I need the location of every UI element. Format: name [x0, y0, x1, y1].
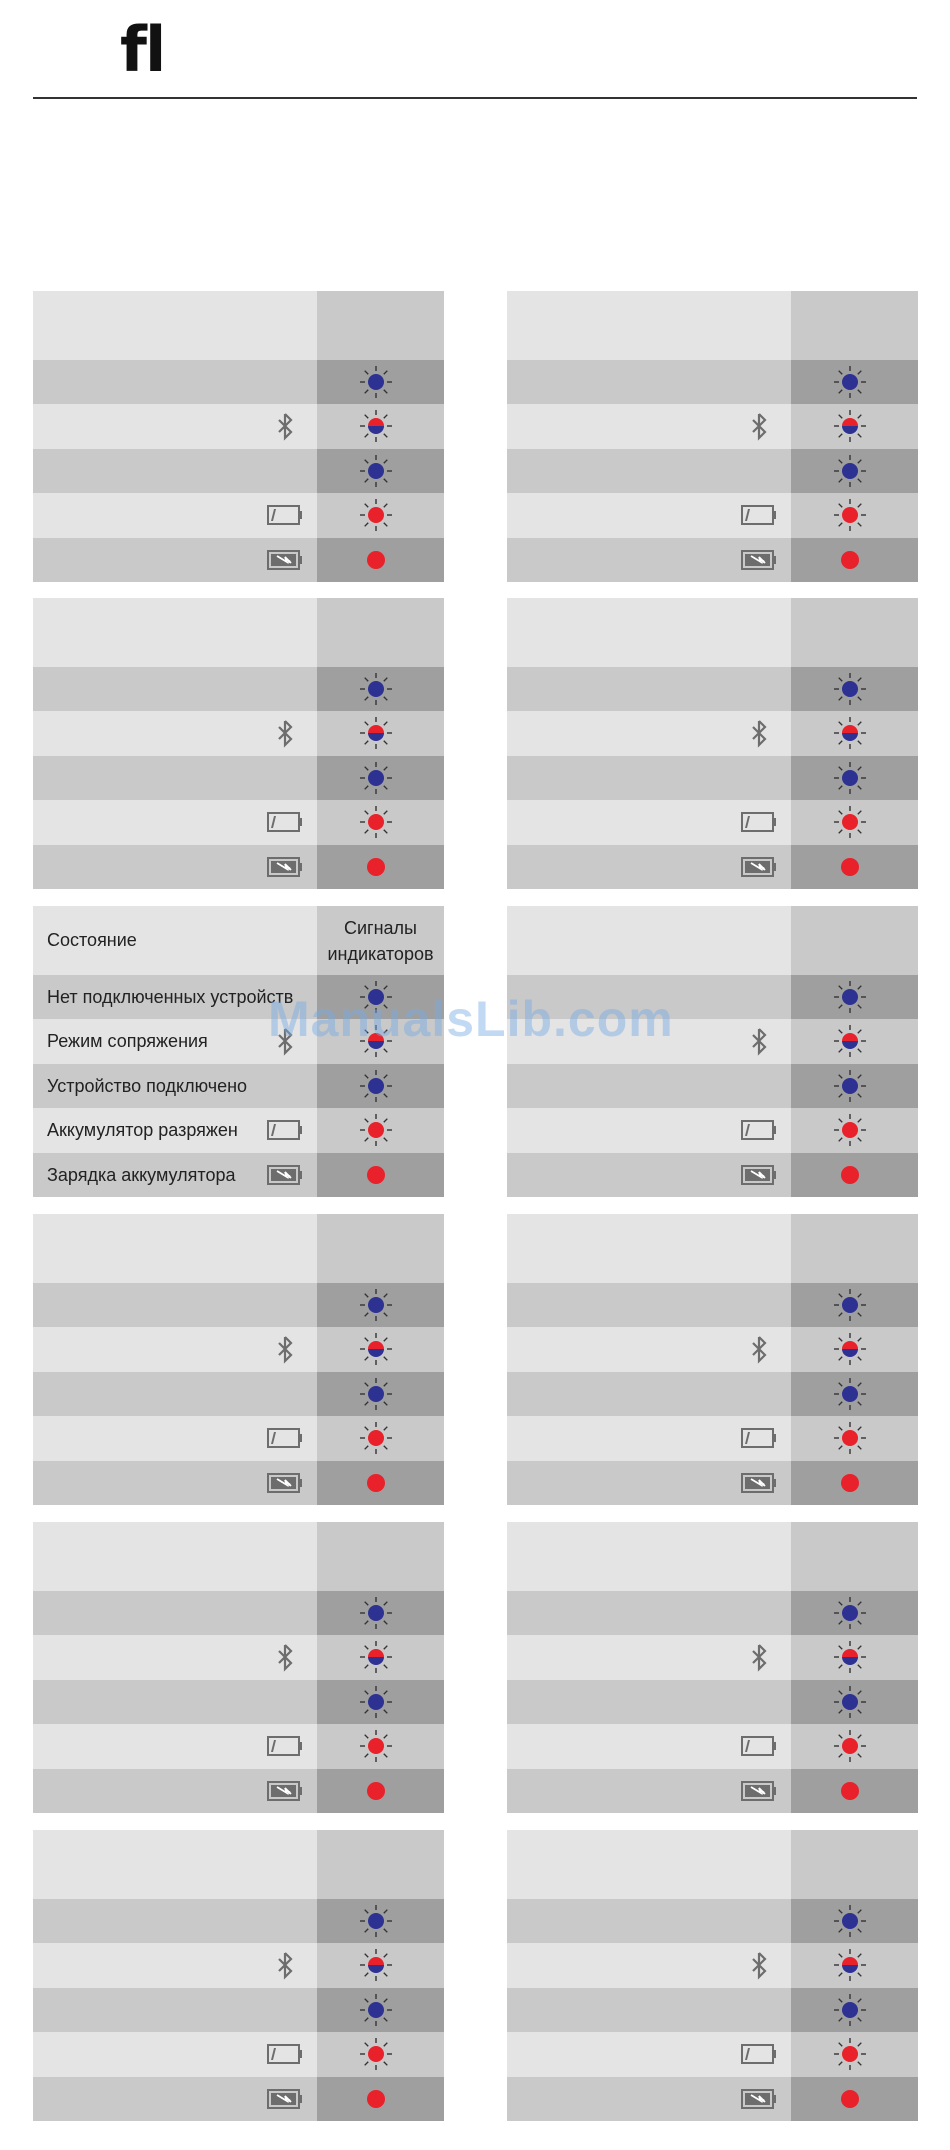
state-cell	[507, 756, 791, 800]
table-row	[33, 1943, 444, 1987]
led-pairing-icon	[833, 409, 867, 443]
battery-charging-icon	[265, 852, 305, 882]
led-table	[33, 1214, 444, 1505]
table-row	[507, 1416, 918, 1460]
state-label: Зарядка аккумулятора	[47, 1164, 236, 1185]
table-row	[507, 1283, 918, 1327]
led-charging-icon	[359, 1158, 393, 1192]
header-state-cell	[507, 291, 791, 360]
led-table	[33, 1522, 444, 1813]
header-state-cell	[33, 1522, 317, 1591]
battery-charging-icon	[739, 852, 779, 882]
table-row	[507, 1635, 918, 1679]
table-row	[33, 493, 444, 537]
table-header	[33, 1830, 444, 1899]
table-row	[33, 756, 444, 800]
state-cell	[33, 449, 317, 493]
led-table	[507, 1522, 918, 1813]
bluetooth-icon	[265, 1950, 305, 1980]
table-row	[33, 1680, 444, 1724]
table-row	[33, 1591, 444, 1635]
header-state-cell	[507, 1522, 791, 1591]
table-row	[33, 845, 444, 889]
table-row	[33, 360, 444, 404]
led-pairing-icon	[359, 409, 393, 443]
led-battery-low-icon	[833, 1113, 867, 1147]
state-cell	[507, 1899, 791, 1943]
led-pairing-icon	[359, 1640, 393, 1674]
header-state-cell	[507, 1830, 791, 1899]
led-no-devices-icon	[359, 1288, 393, 1322]
led-no-devices-icon	[833, 672, 867, 706]
battery-charging-icon	[265, 2084, 305, 2114]
led-no-devices-icon	[833, 980, 867, 1014]
led-no-devices-icon	[833, 1596, 867, 1630]
battery-charging-icon	[265, 1776, 305, 1806]
bluetooth-icon	[739, 1950, 779, 1980]
led-connected-icon	[359, 1069, 393, 1103]
battery-empty-icon	[265, 807, 305, 837]
battery-empty-icon	[265, 1115, 305, 1145]
table-header	[33, 1522, 444, 1591]
led-pairing-icon	[833, 1640, 867, 1674]
header-state-cell	[33, 1214, 317, 1283]
state-cell	[507, 1988, 791, 2032]
table-row	[507, 1591, 918, 1635]
table-row	[507, 538, 918, 582]
header-signal-cell	[317, 1214, 444, 1283]
bluetooth-icon	[739, 411, 779, 441]
led-connected-icon	[359, 761, 393, 795]
table-row	[33, 1724, 444, 1768]
table-row	[507, 1899, 918, 1943]
state-cell	[33, 360, 317, 404]
led-table	[507, 906, 918, 1197]
table-row	[507, 1461, 918, 1505]
battery-charging-icon	[265, 1468, 305, 1498]
header-signal-cell	[791, 906, 918, 975]
table-row	[507, 1108, 918, 1152]
battery-empty-icon	[739, 1423, 779, 1453]
led-pairing-icon	[359, 716, 393, 750]
state-cell	[507, 1283, 791, 1327]
table-row	[507, 1327, 918, 1371]
table-row	[507, 493, 918, 537]
state-label: Нет подключенных устройств	[47, 987, 294, 1007]
led-table	[33, 906, 444, 1197]
battery-charging-icon	[739, 2084, 779, 2114]
battery-charging-icon	[265, 545, 305, 575]
table-row	[33, 1153, 444, 1197]
led-no-devices-icon	[359, 672, 393, 706]
battery-empty-icon	[739, 500, 779, 530]
table-row	[33, 1327, 444, 1371]
battery-empty-icon	[265, 500, 305, 530]
state-cell	[33, 1372, 317, 1416]
led-connected-icon	[833, 1377, 867, 1411]
battery-charging-icon	[265, 1160, 305, 1190]
table-row	[507, 711, 918, 755]
led-connected-icon	[359, 1377, 393, 1411]
led-no-devices-icon	[359, 365, 393, 399]
led-connected-icon	[833, 1993, 867, 2027]
led-charging-icon	[359, 1774, 393, 1808]
battery-empty-icon	[739, 1115, 779, 1145]
table-row	[507, 449, 918, 493]
battery-charging-icon	[739, 1776, 779, 1806]
header-signal-cell	[791, 1214, 918, 1283]
led-pairing-icon	[833, 1948, 867, 1982]
led-pairing-icon	[833, 1332, 867, 1366]
table-row	[33, 1461, 444, 1505]
state-cell	[507, 667, 791, 711]
table-row	[33, 1899, 444, 1943]
bluetooth-icon	[739, 1026, 779, 1056]
state-cell	[33, 1899, 317, 1943]
led-pairing-icon	[359, 1332, 393, 1366]
table-row	[507, 1064, 918, 1108]
bluetooth-icon	[265, 718, 305, 748]
header-signal-cell	[317, 291, 444, 360]
table-row	[507, 1153, 918, 1197]
led-battery-low-icon	[833, 805, 867, 839]
table-row	[507, 1988, 918, 2032]
table-row	[507, 800, 918, 844]
state-label: Режим сопряжения	[47, 1031, 208, 1052]
table-row	[507, 404, 918, 448]
table-header	[507, 906, 918, 975]
state-cell	[33, 667, 317, 711]
led-connected-icon	[359, 1993, 393, 2027]
state-cell	[507, 360, 791, 404]
table-row	[33, 538, 444, 582]
table-row	[33, 1108, 444, 1152]
led-pairing-icon	[833, 1024, 867, 1058]
table-row	[33, 1416, 444, 1460]
bluetooth-icon	[739, 718, 779, 748]
table-header	[507, 598, 918, 667]
table-row	[33, 2077, 444, 2121]
led-charging-icon	[833, 2082, 867, 2116]
battery-empty-icon	[265, 1731, 305, 1761]
led-charging-icon	[833, 543, 867, 577]
bluetooth-icon	[265, 411, 305, 441]
state-cell	[33, 1680, 317, 1724]
header-state-cell	[507, 598, 791, 667]
table-row	[33, 1064, 444, 1108]
led-table	[507, 291, 918, 582]
led-table	[33, 1830, 444, 2121]
led-charging-icon	[359, 850, 393, 884]
battery-empty-icon	[739, 807, 779, 837]
led-connected-icon	[833, 454, 867, 488]
header-signal-cell	[791, 1522, 918, 1591]
header-signal-cell	[791, 598, 918, 667]
table-header	[33, 291, 444, 360]
battery-empty-icon	[265, 2039, 305, 2069]
led-connected-icon	[359, 454, 393, 488]
battery-empty-icon	[739, 1731, 779, 1761]
watermark: ManualsLib.com	[268, 991, 674, 1047]
table-row	[33, 1635, 444, 1679]
header-rule	[33, 97, 917, 99]
header-state-cell	[33, 291, 317, 360]
table-row	[33, 711, 444, 755]
led-battery-low-icon	[833, 1729, 867, 1763]
led-battery-low-icon	[359, 805, 393, 839]
led-no-devices-icon	[833, 365, 867, 399]
led-no-devices-icon	[359, 1904, 393, 1938]
led-battery-low-icon	[359, 1729, 393, 1763]
table-header	[33, 906, 444, 975]
table-row	[507, 2032, 918, 2076]
led-battery-low-icon	[359, 1113, 393, 1147]
table-row	[507, 756, 918, 800]
table-row	[507, 1680, 918, 1724]
header-state-cell	[33, 598, 317, 667]
table-row	[507, 1769, 918, 1813]
state-cell	[33, 1988, 317, 2032]
table-header	[507, 1522, 918, 1591]
led-table	[507, 1214, 918, 1505]
table-row	[507, 1943, 918, 1987]
battery-empty-icon	[265, 1423, 305, 1453]
state-cell	[507, 1372, 791, 1416]
table-header	[507, 1214, 918, 1283]
led-battery-low-icon	[359, 498, 393, 532]
table-row	[507, 2077, 918, 2121]
table-header	[507, 291, 918, 360]
led-no-devices-icon	[833, 1288, 867, 1322]
led-battery-low-icon	[833, 498, 867, 532]
led-charging-icon	[359, 543, 393, 577]
state-cell	[33, 1591, 317, 1635]
led-charging-icon	[833, 850, 867, 884]
header-state-cell	[507, 906, 791, 975]
state-column-header: Состояние	[47, 930, 137, 950]
led-connected-icon	[833, 1685, 867, 1719]
table-row	[33, 667, 444, 711]
table-row	[33, 1988, 444, 2032]
led-charging-icon	[833, 1466, 867, 1500]
header-signal-cell	[317, 1522, 444, 1591]
state-cell	[507, 1591, 791, 1635]
table-row	[33, 2032, 444, 2076]
brand-logo: fl	[120, 13, 165, 86]
header-signal-cell	[317, 598, 444, 667]
bluetooth-icon	[265, 1334, 305, 1364]
led-table	[507, 598, 918, 889]
led-table	[507, 1830, 918, 2121]
state-label: Устройство подключено	[47, 1075, 248, 1096]
table-row	[507, 360, 918, 404]
led-charging-icon	[359, 1466, 393, 1500]
led-connected-icon	[833, 1069, 867, 1103]
led-no-devices-icon	[359, 1596, 393, 1630]
led-table	[33, 598, 444, 889]
signals-column-header: Сигналы индикаторов	[327, 917, 434, 964]
led-battery-low-icon	[359, 2037, 393, 2071]
header-signal-cell	[791, 291, 918, 360]
led-charging-icon	[833, 1158, 867, 1192]
led-pairing-icon	[359, 1948, 393, 1982]
table-row	[33, 800, 444, 844]
table-row	[33, 449, 444, 493]
table-row	[507, 1372, 918, 1416]
led-connected-icon	[359, 1685, 393, 1719]
table-row	[33, 1372, 444, 1416]
table-row	[33, 404, 444, 448]
battery-charging-icon	[739, 545, 779, 575]
table-row	[507, 845, 918, 889]
table-header	[33, 1214, 444, 1283]
led-battery-low-icon	[359, 1421, 393, 1455]
led-no-devices-icon	[833, 1904, 867, 1938]
battery-empty-icon	[739, 2039, 779, 2069]
header-state-cell	[507, 1214, 791, 1283]
table-row	[507, 667, 918, 711]
table-row	[507, 1724, 918, 1768]
table-header	[507, 1830, 918, 1899]
battery-charging-icon	[739, 1160, 779, 1190]
state-cell	[507, 1680, 791, 1724]
header-state-cell	[33, 1830, 317, 1899]
led-battery-low-icon	[833, 2037, 867, 2071]
battery-charging-icon	[739, 1468, 779, 1498]
table-row	[33, 1769, 444, 1813]
led-connected-icon	[833, 761, 867, 795]
bluetooth-icon	[739, 1642, 779, 1672]
table-row	[33, 1283, 444, 1327]
state-cell	[507, 449, 791, 493]
state-label: Аккумулятор разряжен	[47, 1120, 238, 1141]
led-charging-icon	[359, 2082, 393, 2116]
led-charging-icon	[833, 1774, 867, 1808]
table-header	[33, 598, 444, 667]
header-signal-cell	[791, 1830, 918, 1899]
state-cell	[33, 1283, 317, 1327]
header-signal-cell	[317, 1830, 444, 1899]
led-table	[33, 291, 444, 582]
state-cell	[33, 756, 317, 800]
led-battery-low-icon	[833, 1421, 867, 1455]
bluetooth-icon	[265, 1642, 305, 1672]
state-cell	[507, 1064, 791, 1108]
bluetooth-icon	[739, 1334, 779, 1364]
led-pairing-icon	[833, 716, 867, 750]
